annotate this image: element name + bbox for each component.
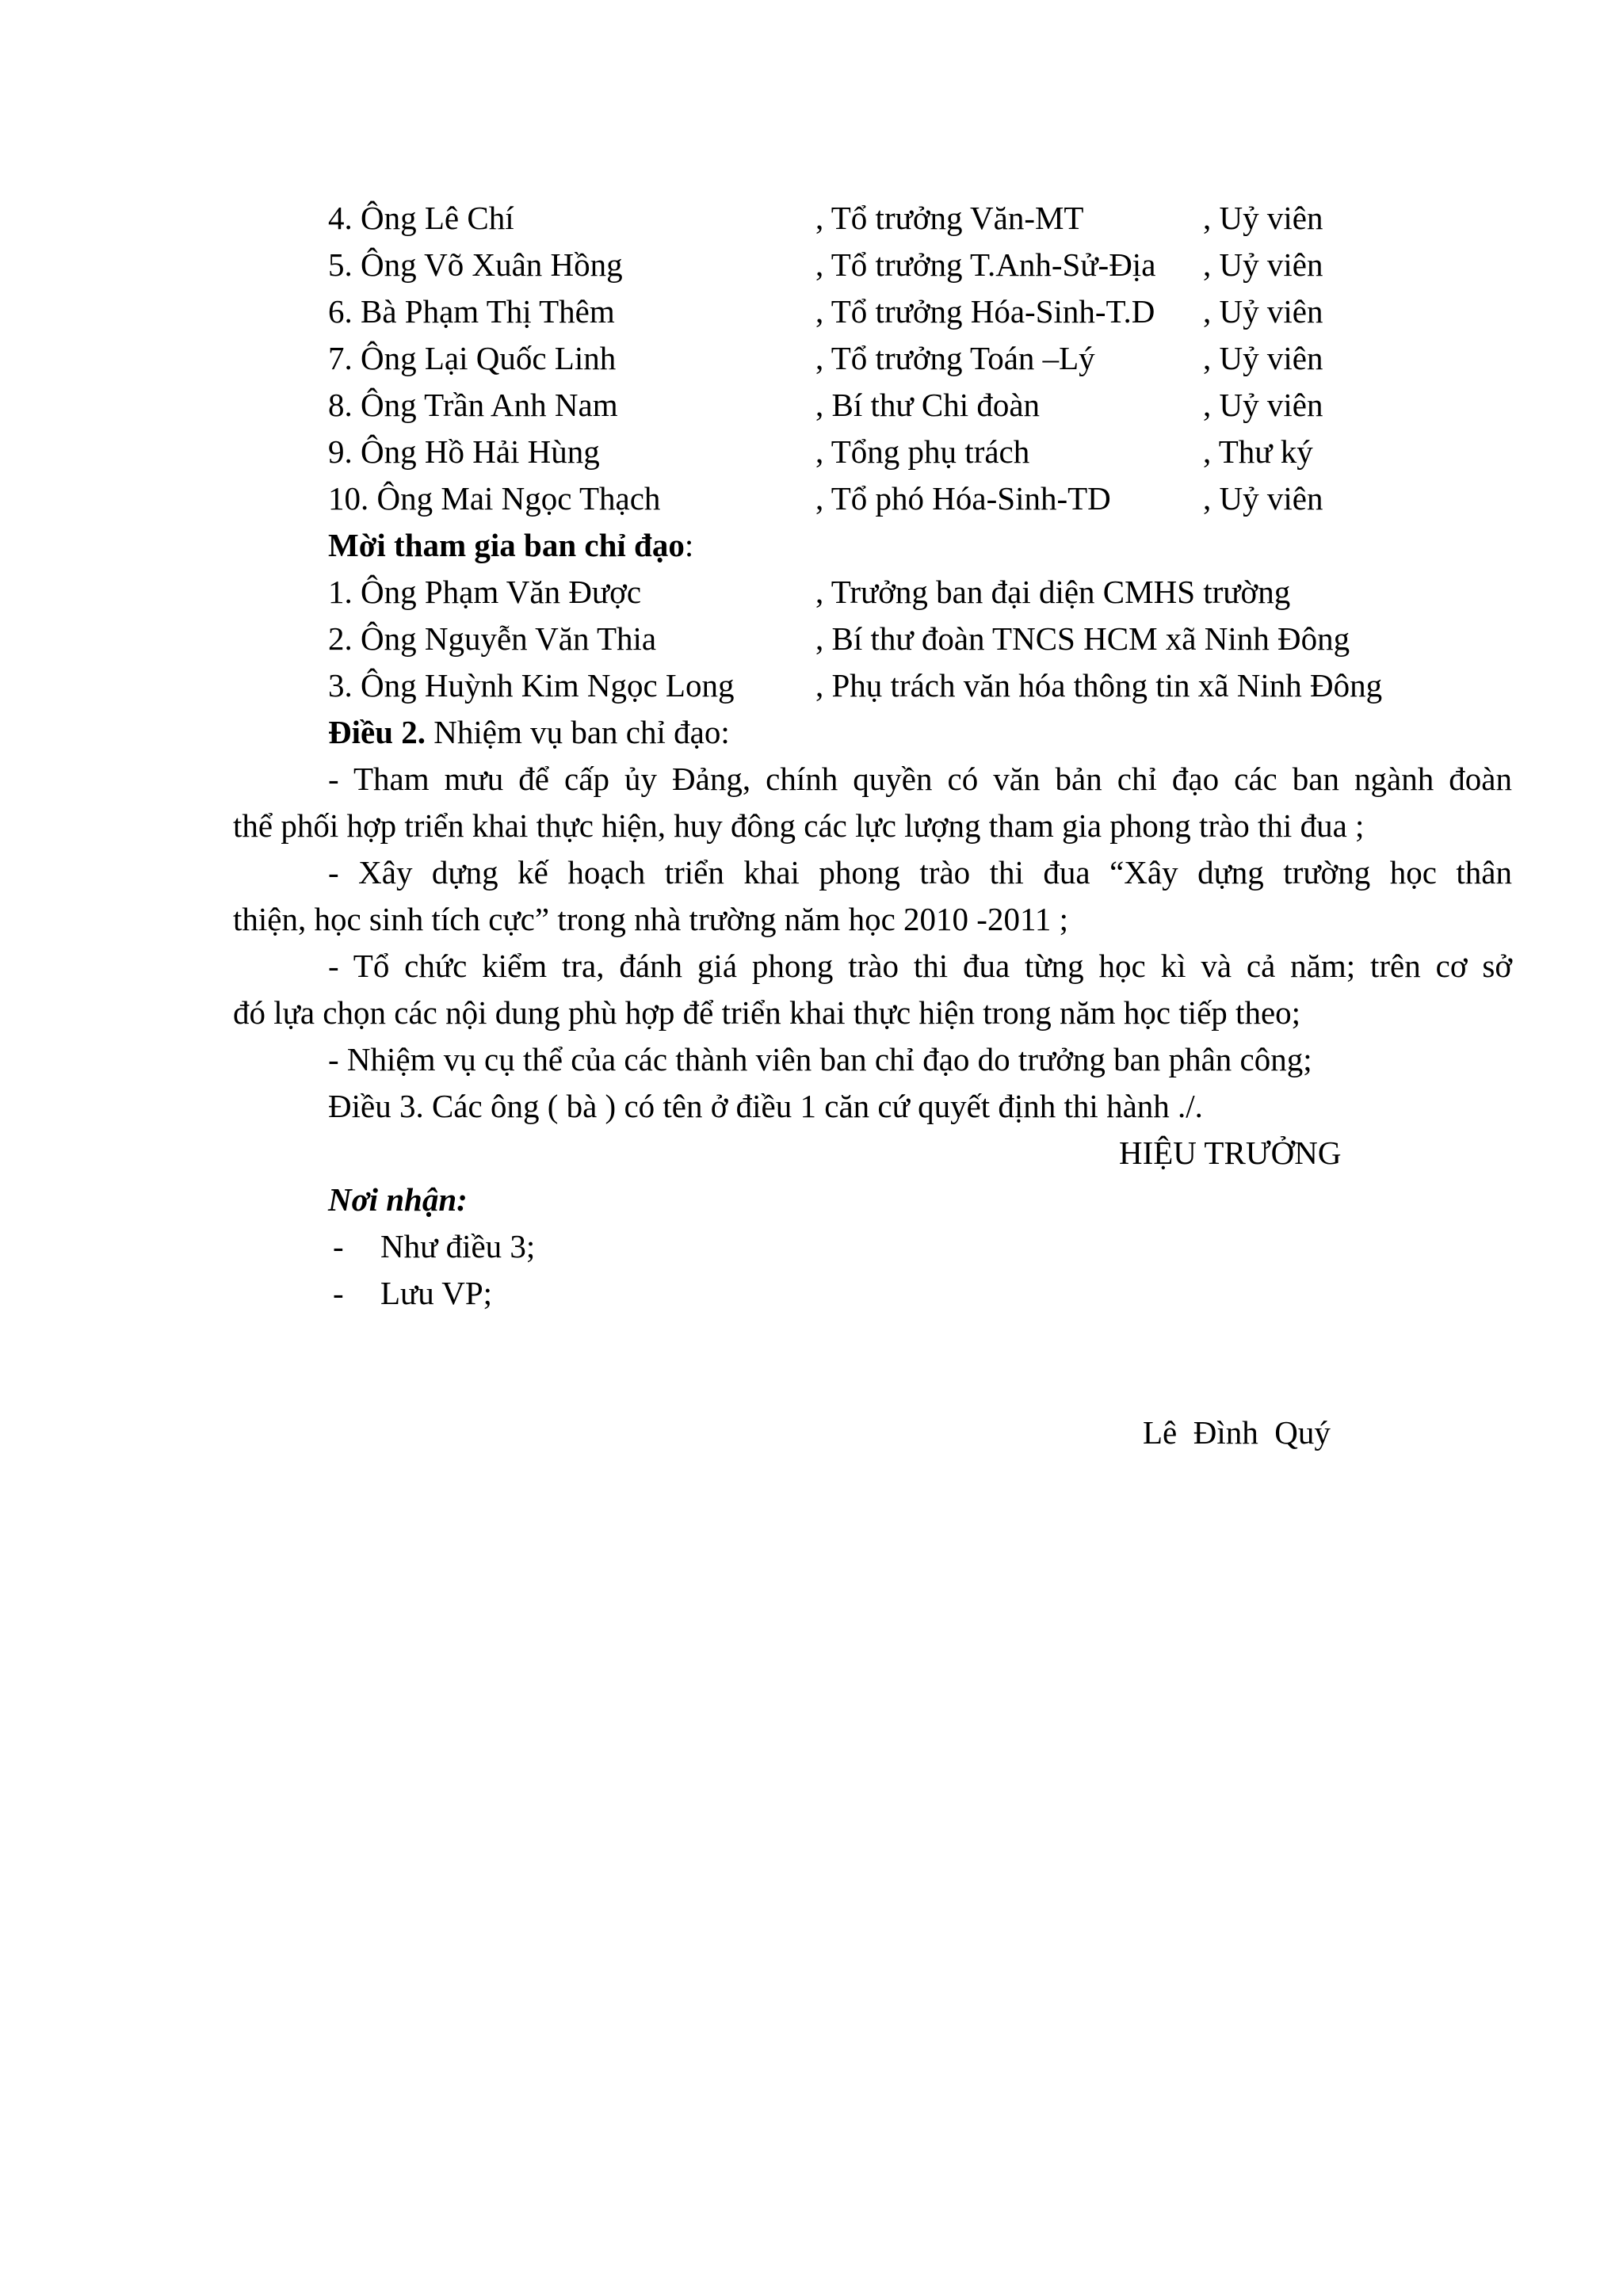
recipient-item: Như điều 3;	[380, 1228, 536, 1264]
article3: Điều 3. Các ông ( bà ) có tên ở điều 1 căn cứ quyết định thi hành ./.	[328, 1088, 1203, 1124]
article2-title: Nhiệm vụ ban chỉ đạo:	[426, 714, 730, 750]
invited-heading-colon: :	[684, 527, 694, 563]
article2-p3-line2: đó lựa chọn các nội dung phù hợp để triển khai thực hiện trong năm học tiếp theo;	[233, 994, 1301, 1031]
member-name: 7. Ông Lại Quốc Linh	[328, 340, 617, 376]
member-name: 6. Bà Phạm Thị Thêm	[328, 293, 615, 330]
member-position: , Tổ trưởng Toán –Lý	[815, 340, 1095, 376]
member-position: , Tổng phụ trách	[815, 433, 1030, 470]
article2-heading	[328, 709, 730, 755]
invited-position: , Phụ trách văn hóa thông tin xã Ninh Đông	[815, 667, 1383, 704]
article2-p3-line1: - Tổ chức kiểm tra, đánh giá phong trào thi đua từng học kì và cả năm; trên cơ sở	[328, 948, 1512, 984]
signature-name: Lê Đình Quý	[1143, 1414, 1331, 1451]
member-name: 8. Ông Trần Anh Nam	[328, 387, 618, 423]
article2-p1-line2: thể phối hợp triển khai thực hiện, huy đông các lực lượng tham gia phong trào thi đua ;	[233, 807, 1365, 844]
member-role: , Uỷ viên	[1203, 293, 1323, 330]
member-role: , Uỷ viên	[1203, 480, 1323, 517]
member-position: , Tổ trưởng Văn-MT	[815, 200, 1084, 236]
invited-name: 3. Ông Huỳnh Kim Ngọc Long	[328, 667, 735, 704]
invited-position: , Bí thư đoàn TNCS HCM xã Ninh Đông	[815, 620, 1350, 657]
member-role: , Uỷ viên	[1203, 387, 1323, 423]
member-position: , Tổ trưởng Hóa-Sinh-T.D	[815, 293, 1155, 330]
invited-name: 2. Ông Nguyễn Văn Thia	[328, 620, 657, 657]
article2-p1-line1: - Tham mưu để cấp ủy Đảng, chính quyền có văn bản chỉ đạo các ban ngành đoàn	[328, 761, 1512, 797]
invited-heading-text: Mời tham gia ban chỉ đạo	[328, 527, 685, 563]
article2-p2-line1: - Xây dựng kế hoạch triển khai phong trào thi đua “Xây dựng trường học thân	[328, 854, 1512, 891]
article2-p2-line2: thiện, học sinh tích cực” trong nhà trường năm học 2010 -2011 ;	[233, 901, 1069, 937]
invited-name: 1. Ông Phạm Văn Được	[328, 574, 642, 610]
recipient-bullet: -	[333, 1275, 344, 1311]
member-position: , Tổ phó Hóa-Sinh-TD	[815, 480, 1111, 517]
invited-heading	[328, 522, 693, 568]
member-name: 10. Ông Mai Ngọc Thạch	[328, 480, 661, 517]
article2-p4: - Nhiệm vụ cụ thể của các thành viên ban chỉ đạo do trưởng ban phân công;	[328, 1041, 1312, 1077]
member-role: , Uỷ viên	[1203, 200, 1323, 236]
member-position: , Tổ trưởng T.Anh-Sử-Địa	[815, 246, 1156, 283]
member-name: 9. Ông Hồ Hải Hùng	[328, 433, 600, 470]
member-name: 4. Ông Lê Chí	[328, 200, 514, 236]
recipients-heading: Nơi nhận:	[328, 1181, 468, 1218]
invited-position: , Trưởng ban đại diện CMHS trường	[815, 574, 1291, 610]
article2-label: Điều 2.	[328, 714, 426, 750]
member-role: , Thư ký	[1203, 433, 1313, 470]
recipient-bullet: -	[333, 1228, 344, 1264]
member-position: , Bí thư Chi đoàn	[815, 387, 1041, 423]
member-role: , Uỷ viên	[1203, 340, 1323, 376]
signature-title: HIỆU TRƯỞNG	[1119, 1135, 1342, 1171]
recipient-item: Lưu VP;	[380, 1275, 493, 1311]
member-name: 5. Ông Võ Xuân Hồng	[328, 246, 623, 283]
member-role: , Uỷ viên	[1203, 246, 1323, 283]
